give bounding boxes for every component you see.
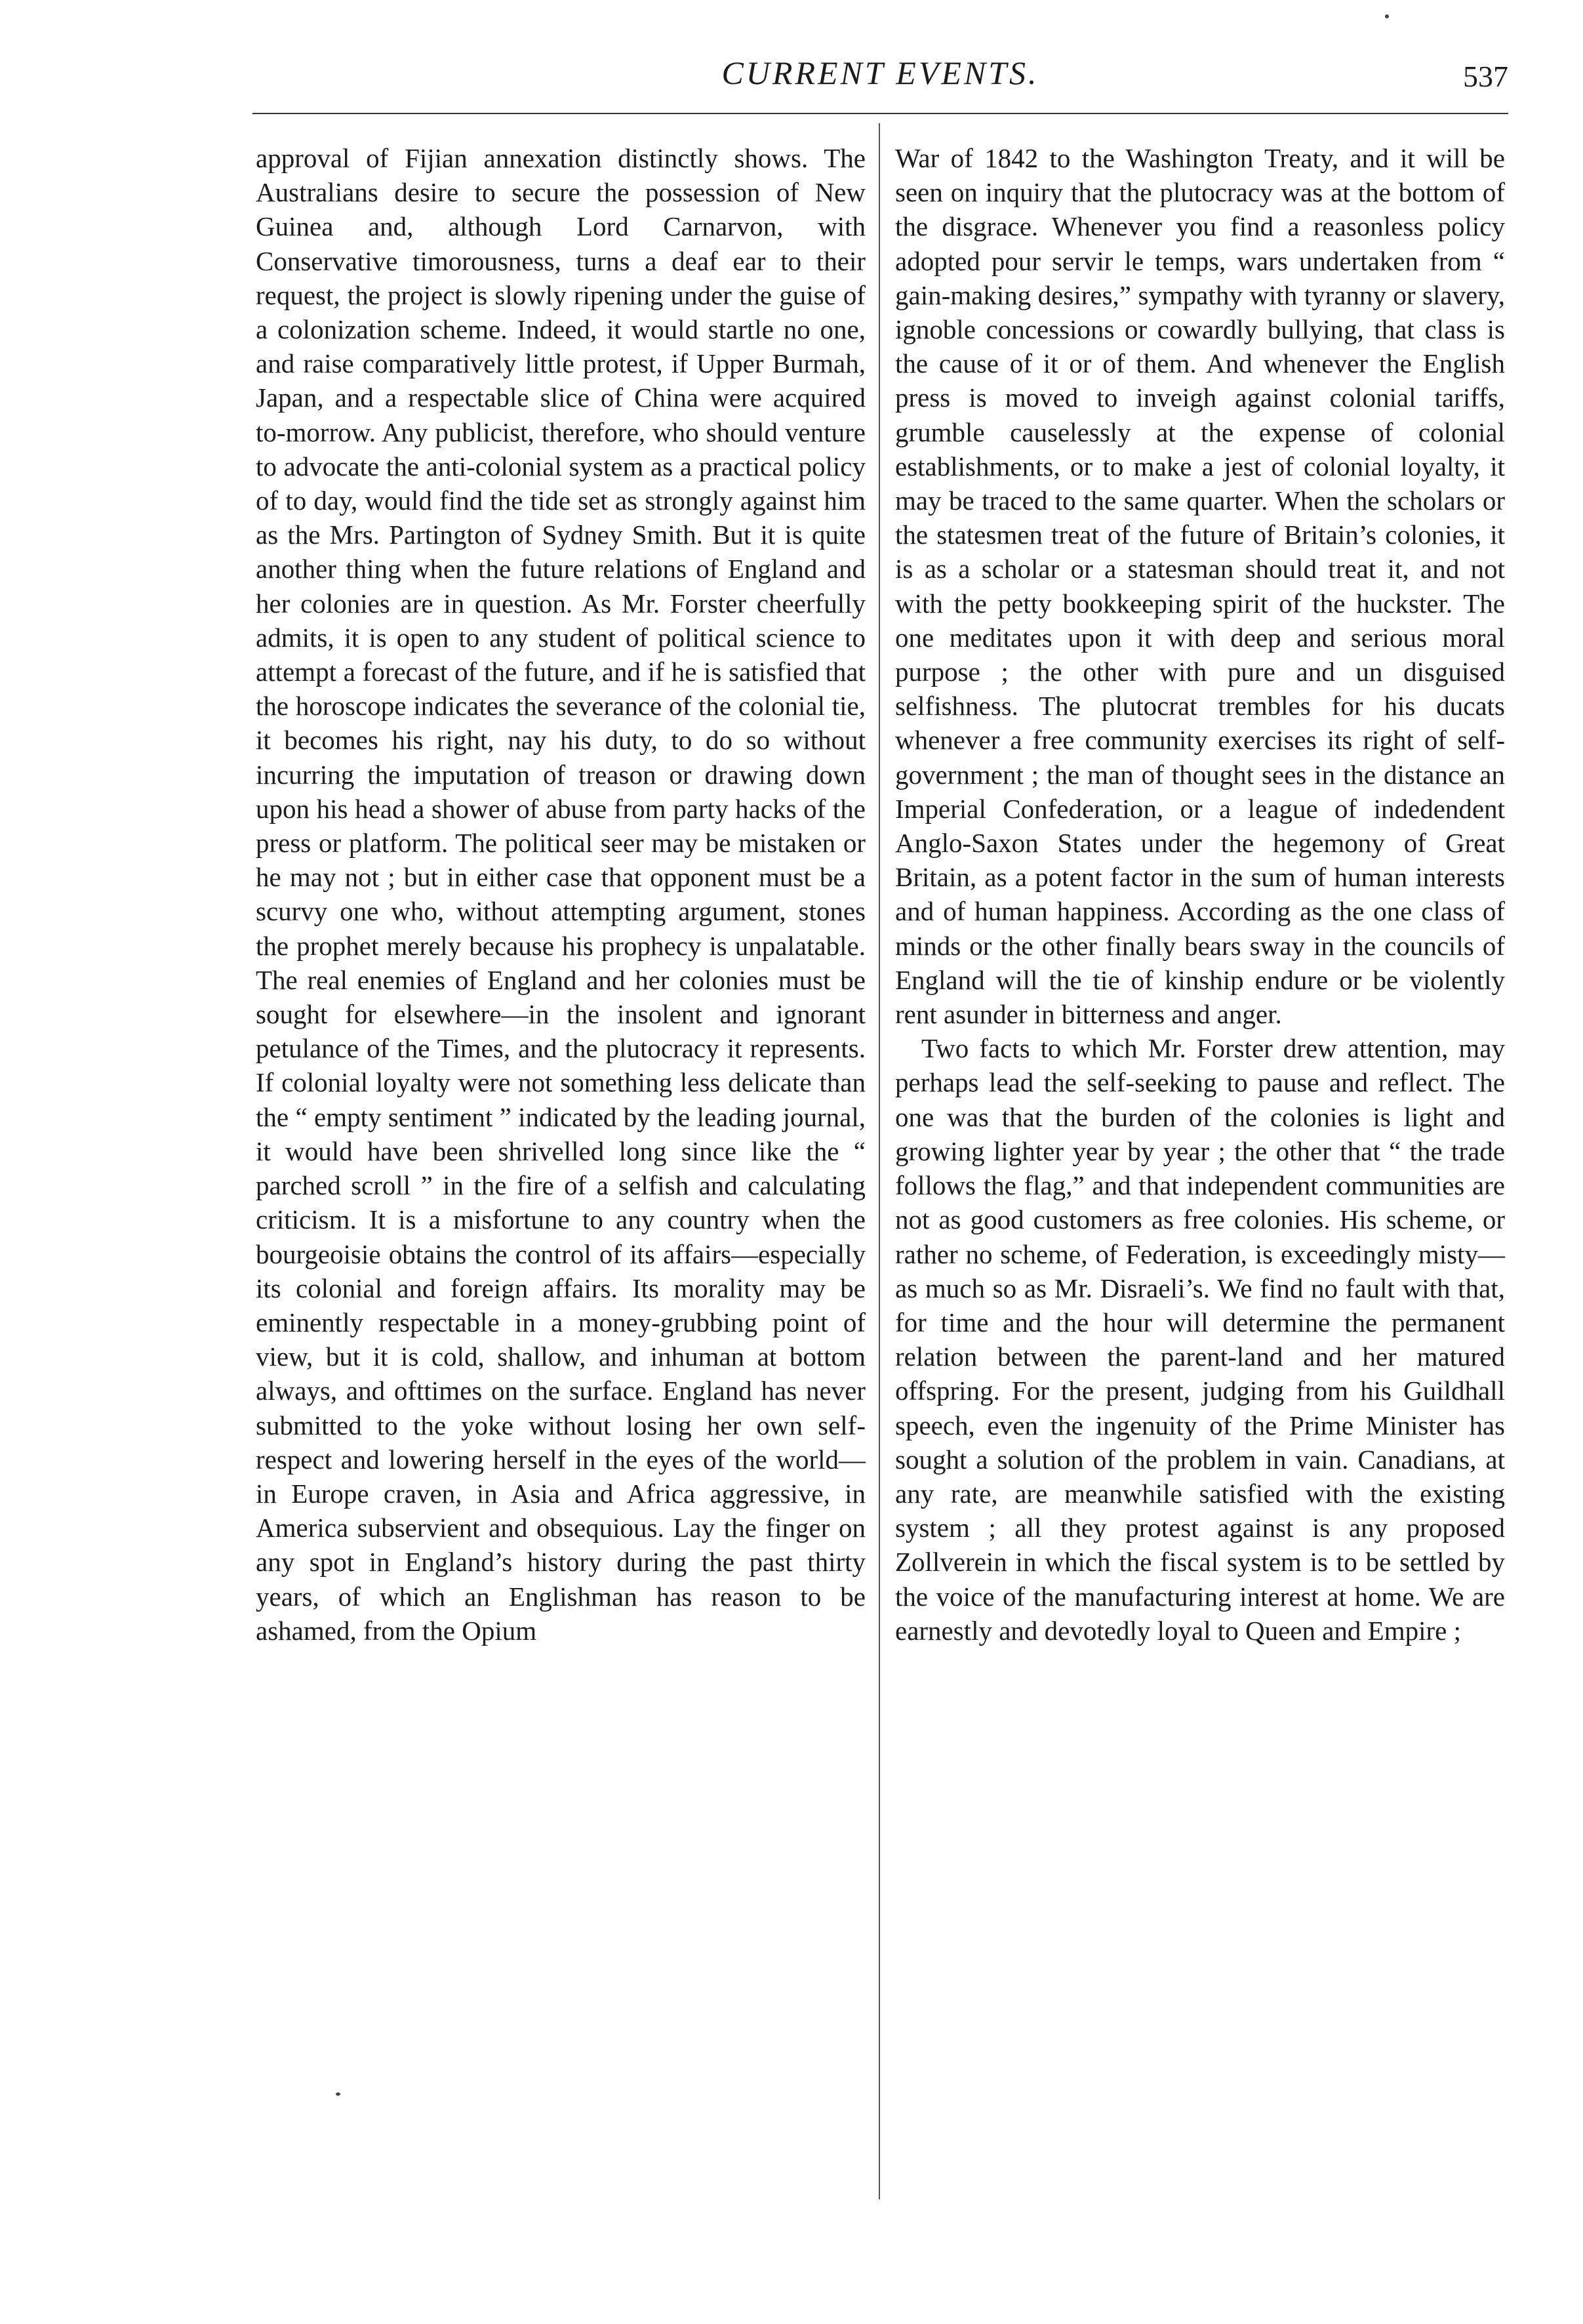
- page-number: 537: [1463, 60, 1508, 93]
- right-paragraph-1: War of 1842 to the Washington Treaty, and it will be seen on inquiry that the plutocracy was at the bottom of the disgrace. Whenever you find a reasonless policy adopted pour servir le temps, wars undertaken from “ gain-making desires,” sympathy with tyranny or slavery, ignoble concessions or cowardly bullying, that class is the cause of it or of them. And whenever the English press is moved to inveigh against colonial tariffs, grumble causelessly at the expense of colonial establishments, or to make a jest of colonial loyalty, it may be traced to the same quarter. When the scholars or the statesmen treat of the future of Britain’s colonies, it is as a scholar or a statesman should treat it, and not with the petty bookkeeping spirit of the huckster. The one meditates upon it with deep and serious moral purpose ; the other with pure and un disguised selfishness. The plutocrat trembles for his ducats whenever a free community exercises its right of self-government ; the man of thought sees in the distance an Imperial Confederation, or a league of indedendent Anglo-Saxon States under the hegemony of Great Britain, as a potent factor in the sum of human interests and of human happiness. According as the one class of minds or the other finally bears sway in the councils of England will the tie of kinship endure or be violently rent asunder in bitterness and anger.: [895, 143, 1505, 1030]
- left-paragraph-1: approval of Fijian annexation distinctly shows. The Australians desire to secure the possession of New Guinea and, although Lord Carnarvon, with Conservative timorousness, turns a deaf ear to their request, the project is slowly ripening under the guise of a colonization scheme. Indeed, it would startle no one, and raise comparatively little protest, if Upper Burmah, Japan, and a respectable slice of China were acquired to-morrow. Any publicist, therefore, who should venture to advocate the anti-colonial system as a practical policy of to day, would find the tide set as strongly against him as the Mrs. Partington of Sydney Smith. But it is quite another thing when the future relations of England and her colonies are in question. As Mr. Forster cheerfully admits, it is open to any student of political science to attempt a forecast of the future, and if he is satisfied that the horoscope indicates the severance of the colonial tie, it becomes his right, nay his duty, to do so without incurring the imputation of treason or drawing down upon his head a shower of abuse from party hacks of the press or platform. The political seer may be mistaken or he may not ; but in either case that opponent must be a scurvy one who, without attempting argument, stones the prophet merely because his prophecy is unpalatable. The real enemies of England and her colonies must be sought for elsewhere—in the insolent and ignorant petulance of the Times, and the plutocracy it represents. If colonial loyalty were not something less delicate than the “ empty sentiment ” indicated by the leading journal, it would have been shrivelled long since like the “ parched scroll ” in the fire of a selfish and calculating criticism. It is a misfortune to any country when the bourgeoisie obtains the control of its affairs—especially its colonial and foreign affairs. Its morality may be eminently respectable in a money-grubbing point of view, but it is cold, shallow, and inhuman at bottom always, and ofttimes on the surface. England has never submitted to the yoke without losing her own self-respect and lowering herself in the eyes of the world—in Europe craven, in Asia and Africa aggressive, in America subservient and obsequious. Lay the finger on any spot in England’s history during the past thirty years, of which an Englishman has reason to be ashamed, from the Opium: [256, 143, 866, 1646]
- left-column: [256, 141, 866, 1648]
- running-head: [252, 54, 1508, 100]
- column-divider: [879, 123, 880, 2199]
- running-title: CURRENT EVENTS.: [721, 54, 1039, 91]
- header-rule: [252, 113, 1508, 114]
- stray-mark: [1385, 14, 1389, 18]
- right-column: [895, 141, 1505, 1648]
- right-paragraph-2: Two facts to which Mr. Forster drew attention, may perhaps lead the self-seeking to pause and reflect. The one was that the burden of the colonies is light and growing lighter year by year ; the other that “ the trade follows the flag,” and that independent communities are not as good customers as free colonies. His scheme, or rather no scheme, of Federation, is exceedingly misty—as much so as Mr. Disraeli’s. We find no fault with that, for time and the hour will determine the permanent relation between the parent-land and her matured offspring. For the present, judging from his Guildhall speech, even the ingenuity of the Prime Minister has sought a solution of the problem in vain. Canadians, at any rate, are meanwhile satisfied with the existing system ; all they protest against is any proposed Zollverein in which the fiscal system is to be settled by the voice of the manufacturing interest at home. We are earnestly and devotedly loyal to Queen and Empire ;: [895, 1033, 1505, 1646]
- stray-mark: [336, 2092, 340, 2096]
